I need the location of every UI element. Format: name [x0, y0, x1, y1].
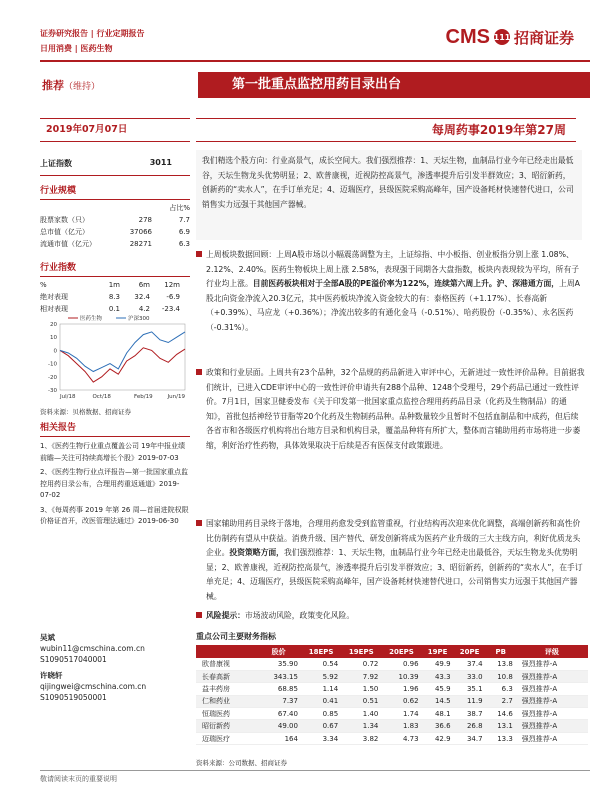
section-policy — [206, 366, 586, 453]
table-cell: 0.41 — [301, 695, 341, 707]
logo-badge-icon: 111 — [494, 29, 510, 45]
table-cell: 13.8 — [486, 658, 516, 670]
table-cell: 45.9 — [422, 683, 454, 695]
logo-cms: CMS — [445, 25, 490, 48]
table-cell: 强烈推荐-A — [516, 708, 588, 720]
table-cell: 6.3 — [486, 683, 516, 695]
table-row — [196, 708, 588, 720]
scale-section — [40, 183, 190, 250]
header-rule — [40, 60, 590, 62]
header-line-2: 日用消费 | 医药生物 — [40, 44, 113, 53]
report-date: 2019年07月07日 — [40, 118, 190, 142]
index-label: 上证指数 — [40, 159, 72, 168]
analyst-id: S1090519050001 — [40, 693, 107, 702]
table-cell: 1.96 — [381, 683, 421, 695]
table-cell: 强烈推荐-A — [516, 732, 588, 744]
x-tick-label: Feb/19 — [134, 394, 153, 400]
bullet-icon — [196, 251, 202, 257]
related-report[interactable]: 2、《医药生物行业点评报告—第一批国家重点监控用药目录公布，合理用药重返通道》2019-07-02 — [40, 468, 188, 499]
section-strategy — [206, 517, 586, 604]
table-row — [196, 670, 588, 682]
bullet-icon — [196, 369, 202, 375]
perf-heading: 行业指数 — [40, 260, 190, 277]
series-line — [60, 348, 185, 382]
table-cell: 49.00 — [256, 720, 301, 732]
table-cell: 0.67 — [301, 720, 341, 732]
table-header-cell: 20EPS — [381, 645, 421, 658]
table-cell: 42.9 — [422, 732, 454, 744]
table-heading: 重点公司主要财务指标 — [196, 632, 276, 641]
index-chart — [40, 312, 190, 404]
table-header-row — [196, 645, 588, 658]
index-row — [40, 158, 190, 169]
table-header-cell: 19EPS — [341, 645, 381, 658]
table-cell: 26.8 — [454, 720, 486, 732]
table-cell: 68.85 — [256, 683, 301, 695]
table-header-cell: 20PE — [454, 645, 486, 658]
table-header-cell: 18EPS — [301, 645, 341, 658]
sidebar-rule — [40, 175, 190, 176]
table-header-cell: 19PE — [422, 645, 454, 658]
report-subtitle: 每周药事2019年第27周 — [196, 118, 576, 142]
table-cell: 1.83 — [381, 720, 421, 732]
table-cell: 强烈推荐-A — [516, 683, 588, 695]
market-text: 上周板块数据回顾：上周A股市场以小幅震荡调整为主，上证综指、中小板指、创业板指分别上涨 1.08%、2.12%、2.40%。医药生物板块上周上涨 2.58%，表现强于同期各大盘指数，板块内表现较为平均，所有子行业均上涨。 — [206, 250, 580, 288]
table-cell: 0.72 — [341, 658, 381, 670]
table-cell: 2.7 — [486, 695, 516, 707]
scale-heading: 行业规模 — [40, 183, 190, 200]
rating — [42, 77, 100, 93]
table-cell: 1.50 — [341, 683, 381, 695]
table-cell: 0.62 — [381, 695, 421, 707]
chart-frame — [60, 324, 185, 390]
index-value: 3011 — [149, 158, 172, 167]
market-flows: 上周A股北向资金净流入20.3亿元，其中医药板块净流入资金较大的有：泰格医药（+1.17%）、长春高新（+0.39%）、马应龙（+0.36%）；净流出较多的有通化金马（-0.51%）、哈药股份（-0.35%）、永名医药（-0.31%）。 — [206, 279, 580, 332]
table-header-cell: PB — [486, 645, 516, 658]
table-cell: 益丰药房 — [196, 683, 256, 695]
policy-text: 政策和行业层面。上周共有23个品种，32个品规的药品新进入审评中心，无新进过一致性评价品种。目前据我们统计，已进入CDE审评中心的一致性评价申请共有288个品种、1248个受理号，29个药品已通过一致性评价。7月1日，国家卫健委发布《关于印发第一批国家重点监控合理用药药品目录（化药及生物制品）的通知》，首批包括神经节苷脂等20个化药及生物制药品种。品种数量较少且暂时不包括血制品和中成药，但后续各省市和各级医疗机构将出台地方目录和机构目录，覆盖品种将有所扩大，整体而言辅助用药市场将进一步萎缩，利好治疗性药物，具体效果取决于后续是否有医保支付政策跟进。 — [206, 368, 585, 450]
footer-note: 敬请阅读末页的重要说明 — [40, 775, 117, 783]
related-section — [40, 420, 190, 528]
table-cell: 48.1 — [422, 708, 454, 720]
table-cell: 49.9 — [422, 658, 454, 670]
table-cell: 35.1 — [454, 683, 486, 695]
table-row — [196, 732, 588, 744]
analyst-email[interactable]: qijingwei@cmschina.com.cn — [40, 682, 147, 691]
table-row — [196, 695, 588, 707]
strategy-picks: 我们强烈推荐：1、天坛生物，血制品行业今年已经走出最低谷，天坛生物龙头优势明显；2、欧普康视，近视防控高景气，渗透率提升后引发半群效应；3、昭衍新药，创新药的“卖水人”，在手订单充足；4、迈瑞医疗，县级医院采购高峰年，国产设备耗材快速替代进口，公司销售实力远强于其他国产器械。 — [206, 548, 583, 601]
scale-row: 流通市值（亿元） 28271 6.3 — [40, 240, 190, 248]
y-tick-label: 0 — [53, 348, 57, 355]
table-cell: 欧普康视 — [196, 658, 256, 670]
table-cell: 3.34 — [301, 732, 341, 744]
y-tick-label: -30 — [48, 388, 57, 394]
risk-text: 市场波动风险，政策变化风险。 — [244, 611, 355, 620]
table-cell: 7.37 — [256, 695, 301, 707]
analyst-email[interactable]: wubin11@cmschina.com.cn — [40, 644, 145, 653]
table-cell: 仁和药业 — [196, 695, 256, 707]
related-report[interactable]: 1、《医药生物行业重点覆盖公司 19年中报业绩前瞻—关注可持续高增长个股》2019-07-03 — [40, 442, 186, 462]
table-cell: 0.54 — [301, 658, 341, 670]
scale-row: 股票家数（只） 278 7.7 — [40, 216, 190, 224]
legend-label: 沪深300 — [128, 316, 150, 322]
table-cell: 164 — [256, 732, 301, 744]
table-cell: 强烈推荐-A — [516, 658, 588, 670]
section-market — [206, 248, 586, 335]
table-cell: 35.90 — [256, 658, 301, 670]
legend-label: 医药生物 — [80, 316, 103, 322]
x-tick-label: Jun/19 — [167, 394, 185, 400]
market-highlight: 目前医药板块相对于全部A股的PE溢价率为122%，连续第六周上升。沪、深港通方面， — [252, 279, 560, 288]
pct-header: 占比% — [169, 204, 190, 212]
table-header-cell: 评级 — [516, 645, 588, 658]
table-cell: 0.96 — [381, 658, 421, 670]
table-row — [196, 658, 588, 670]
scale-row: 总市值（亿元） 37066 6.9 — [40, 228, 190, 236]
table-cell: 43.3 — [422, 670, 454, 682]
table-header-cell — [196, 645, 256, 658]
table-cell: 37.4 — [454, 658, 486, 670]
table-cell: 10.39 — [381, 670, 421, 682]
table-cell: 长春高新 — [196, 670, 256, 682]
table-cell: 强烈推荐-A — [516, 720, 588, 732]
table-cell: 昭衍新药 — [196, 720, 256, 732]
cms-logo — [446, 24, 574, 50]
table-cell: 恒瑞医药 — [196, 708, 256, 720]
analyst-name: 许晓轩 — [40, 671, 63, 680]
table-cell: 13.1 — [486, 720, 516, 732]
table-cell: 36.6 — [422, 720, 454, 732]
table-cell: 强烈推荐-A — [516, 670, 588, 682]
bullet-icon — [196, 612, 202, 618]
table-cell: 0.85 — [301, 708, 341, 720]
table-cell: 1.14 — [301, 683, 341, 695]
analysts — [40, 632, 190, 703]
table-cell: 强烈推荐-A — [516, 695, 588, 707]
table-cell: 38.7 — [454, 708, 486, 720]
perf-section — [40, 260, 190, 315]
table-cell: 1.40 — [341, 708, 381, 720]
risk-label: 风险提示： — [206, 611, 245, 620]
table-row — [196, 683, 588, 695]
bullet-icon — [196, 520, 202, 526]
table-cell: 0.51 — [341, 695, 381, 707]
footer-rule — [40, 770, 590, 771]
table-cell: 14.6 — [486, 708, 516, 720]
table-cell: 34.7 — [454, 732, 486, 744]
chart-source: 资料来源：贝格数据、招商证券 — [40, 408, 131, 416]
table-header-cell: 股价 — [256, 645, 301, 658]
y-tick-label: 20 — [50, 322, 57, 328]
header-tags — [40, 26, 145, 56]
strategy-highlight: 投资策略方面， — [229, 548, 284, 557]
perf-row: 相对表现 0.1 4.2 -23.4 — [40, 305, 180, 313]
related-report[interactable]: 3、《每周药事 2019 年第 26 周—首届进院权限价格证首开，改医管理法通过》2019-06-30 — [40, 505, 189, 525]
table-cell: 10.8 — [486, 670, 516, 682]
table-cell: 14.5 — [422, 695, 454, 707]
summary-box: 我们精选个股方向：行业高景气，成长空间大。我们强烈推荐：1、天坛生物，血制品行业今年已经走出最低谷，天坛生物龙头优势明显；2、欧普康视，近视防控高景气，渗透率提升后引发半群效应；3、昭衍新药，创新药的“卖水人”，在手订单充足；4、迈瑞医疗，县级医院采购高峰年，国产设备耗材快速替代进口，公司销售实力远强于其他国产器械。 — [196, 150, 582, 240]
strategy-text: 国家辅助用药目录终于落地，合理用药愈发受到监管重视，行业结构再次迎来优化调整，高端创新药和高性价比仿制药有望从中获益。消费升级、国产替代、研发创新将成为医药产业升级的三大主线方向，利好优质龙头企业。 — [206, 519, 581, 557]
table-cell: 3.82 — [341, 732, 381, 744]
table-cell: 11.9 — [454, 695, 486, 707]
table-cell: 67.40 — [256, 708, 301, 720]
related-heading: 相关报告 — [40, 420, 190, 437]
analyst-id: S1090517040001 — [40, 655, 107, 664]
rating-label: 推荐 — [42, 79, 64, 92]
perf-row: 绝对表现 8.3 32.4 -6.9 — [40, 293, 180, 301]
table-cell: 33.0 — [454, 670, 486, 682]
table-cell: 4.73 — [381, 732, 421, 744]
y-tick-label: 10 — [50, 335, 57, 342]
table-cell: 343.15 — [256, 670, 301, 682]
section-risk — [206, 609, 586, 624]
rating-note: （维持） — [64, 82, 101, 92]
table-row — [196, 720, 588, 732]
header-line-1: 证券研究报告 | 行业定期报告 — [40, 29, 145, 38]
table-source: 资料来源：公司数据、招商证券 — [196, 759, 287, 767]
table-cell: 13.3 — [486, 732, 516, 744]
y-tick-label: -10 — [48, 361, 57, 368]
x-tick-label: Oct/18 — [92, 394, 111, 400]
table-cell: 1.74 — [381, 708, 421, 720]
table-cell: 1.34 — [341, 720, 381, 732]
financial-table — [196, 645, 588, 745]
table-cell: 迈瑞医疗 — [196, 732, 256, 744]
logo-cn: 招商证券 — [513, 28, 574, 47]
report-title: 第一批重点监控用药目录出台 — [198, 72, 590, 98]
analyst-name: 吴斌 — [40, 633, 55, 642]
table-cell: 7.92 — [341, 670, 381, 682]
y-tick-label: -20 — [48, 374, 57, 381]
x-tick-label: Jul/18 — [60, 394, 76, 400]
table-cell: 5.92 — [301, 670, 341, 682]
perf-header-row: % 1m 6m 12m — [40, 281, 180, 289]
